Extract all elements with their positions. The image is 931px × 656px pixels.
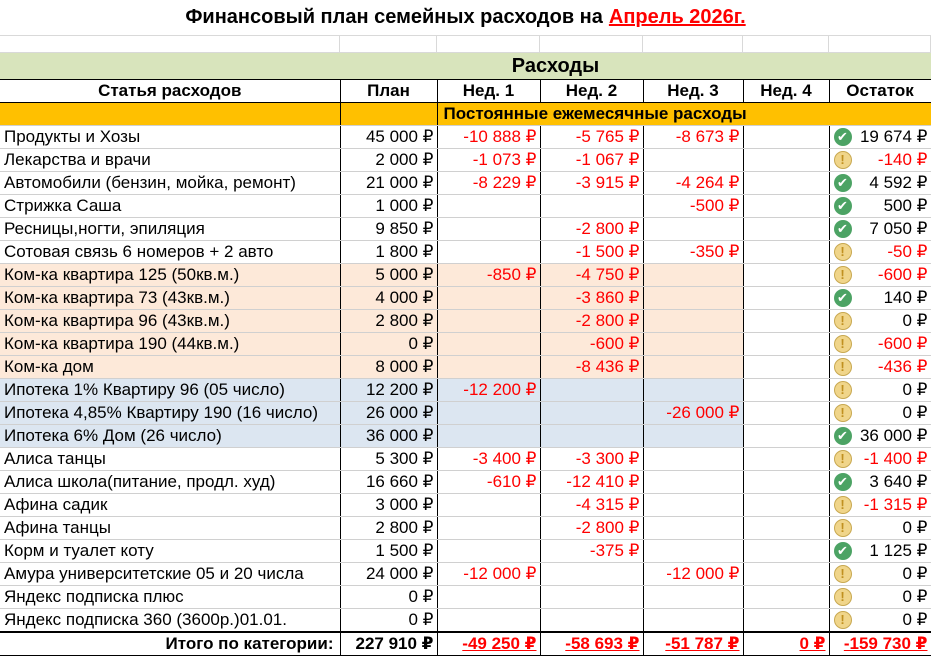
table-row (0, 425, 931, 448)
remainder-value: 0 ₽ (902, 380, 928, 399)
week-3-cell[interactable] (643, 448, 743, 471)
total-week-2[interactable]: -58 693 ₽ (540, 632, 643, 656)
item-name-cell[interactable]: Ресницы,ногти, эпиляция (0, 218, 340, 241)
header-plan[interactable]: План (340, 80, 437, 103)
warning-icon: ! (834, 611, 852, 629)
check-icon: ✔ (834, 128, 852, 146)
week-2-cell[interactable]: -3 860 ₽ (540, 287, 643, 310)
week-3-cell[interactable] (643, 149, 743, 172)
week-4-cell[interactable] (743, 172, 829, 195)
remainder-value: -436 ₽ (877, 357, 928, 376)
plan-cell[interactable]: 2 800 ₽ (340, 310, 437, 333)
blank-row (0, 36, 931, 53)
remainder-cell[interactable] (829, 264, 931, 287)
check-icon: ✔ (834, 473, 852, 491)
remainder-value: 1 125 ₽ (869, 541, 928, 560)
table-row (0, 333, 931, 356)
empty-cell[interactable] (340, 36, 437, 53)
item-name-cell[interactable]: Яндекс подписка плюс (0, 586, 340, 609)
plan-cell[interactable]: 0 ₽ (340, 333, 437, 356)
item-name-cell[interactable]: Корм и туалет коту (0, 540, 340, 563)
week-2-cell[interactable] (540, 402, 643, 425)
total-remainder[interactable]: -159 730 ₽ (829, 632, 931, 656)
header-week-3[interactable]: Нед. 3 (643, 80, 743, 103)
remainder-cell[interactable] (829, 448, 931, 471)
week-4-cell[interactable] (743, 448, 829, 471)
remainder-value: -50 ₽ (887, 242, 928, 261)
week-4-cell[interactable] (743, 310, 829, 333)
week-3-cell[interactable]: -26 000 ₽ (643, 402, 743, 425)
remainder-cell[interactable] (829, 172, 931, 195)
subheader-row (0, 103, 931, 126)
table-row (0, 356, 931, 379)
item-name-cell[interactable]: Ком-ка дом (0, 356, 340, 379)
week-3-cell[interactable]: -350 ₽ (643, 241, 743, 264)
week-4-cell[interactable] (743, 494, 829, 517)
week-2-cell[interactable] (540, 425, 643, 448)
table-row (0, 126, 931, 149)
plan-cell[interactable]: 5 300 ₽ (340, 448, 437, 471)
plan-cell[interactable]: 0 ₽ (340, 586, 437, 609)
week-1-cell[interactable] (437, 494, 540, 517)
remainder-value: 0 ₽ (902, 311, 928, 330)
week-3-cell[interactable] (643, 517, 743, 540)
item-name-cell[interactable]: Сотовая связь 6 номеров + 2 авто (0, 241, 340, 264)
empty-cell[interactable] (643, 36, 743, 53)
week-3-cell[interactable] (643, 379, 743, 402)
week-3-cell[interactable] (643, 494, 743, 517)
week-2-cell[interactable]: -3 915 ₽ (540, 172, 643, 195)
item-name-cell[interactable]: Алиса школа(питание, продл. худ) (0, 471, 340, 494)
week-2-cell[interactable] (540, 195, 643, 218)
week-2-cell[interactable]: -4 315 ₽ (540, 494, 643, 517)
title-prefix: Финансовый план семейных расходов на (185, 6, 603, 28)
warning-icon: ! (834, 565, 852, 583)
week-3-cell[interactable]: -4 264 ₽ (643, 172, 743, 195)
week-3-cell[interactable] (643, 609, 743, 633)
expense-table (0, 80, 931, 656)
week-2-cell[interactable]: -375 ₽ (540, 540, 643, 563)
remainder-value: -1 400 ₽ (863, 449, 928, 468)
check-icon: ✔ (834, 174, 852, 192)
subheader-empty[interactable] (340, 103, 437, 126)
week-3-cell[interactable] (643, 586, 743, 609)
week-1-cell[interactable] (437, 218, 540, 241)
plan-cell[interactable]: 45 000 ₽ (340, 126, 437, 149)
remainder-value: 140 ₽ (883, 288, 928, 307)
check-icon: ✔ (834, 220, 852, 238)
check-icon: ✔ (834, 197, 852, 215)
table-row (0, 241, 931, 264)
week-1-cell[interactable]: -610 ₽ (437, 471, 540, 494)
plan-cell[interactable]: 9 850 ₽ (340, 218, 437, 241)
week-1-cell[interactable] (437, 241, 540, 264)
remainder-cell[interactable] (829, 586, 931, 609)
remainder-cell[interactable] (829, 149, 931, 172)
week-3-cell[interactable]: -500 ₽ (643, 195, 743, 218)
remainder-value: 19 674 ₽ (859, 127, 928, 146)
empty-cell[interactable] (743, 36, 829, 53)
week-1-cell[interactable] (437, 356, 540, 379)
warning-icon: ! (834, 450, 852, 468)
week-1-cell[interactable]: -3 400 ₽ (437, 448, 540, 471)
remainder-cell[interactable] (829, 379, 931, 402)
week-4-cell[interactable] (743, 540, 829, 563)
table-row (0, 586, 931, 609)
week-1-cell[interactable] (437, 586, 540, 609)
total-plan[interactable]: 227 910 ₽ (340, 632, 437, 656)
week-3-cell[interactable] (643, 356, 743, 379)
week-2-cell[interactable]: -2 800 ₽ (540, 310, 643, 333)
table-row (0, 172, 931, 195)
week-1-cell[interactable] (437, 402, 540, 425)
remainder-value: 36 000 ₽ (859, 426, 928, 445)
item-name-cell[interactable]: Алиса танцы (0, 448, 340, 471)
remainder-value: 0 ₽ (902, 587, 928, 606)
item-name-cell[interactable]: Афина танцы (0, 517, 340, 540)
subheader-label[interactable]: Постоянные ежемесячные расходы (437, 103, 931, 126)
table-row (0, 517, 931, 540)
week-3-cell[interactable] (643, 425, 743, 448)
warning-icon: ! (834, 588, 852, 606)
week-3-cell[interactable]: -8 673 ₽ (643, 126, 743, 149)
remainder-cell[interactable] (829, 494, 931, 517)
week-4-cell[interactable] (743, 517, 829, 540)
week-1-cell[interactable] (437, 517, 540, 540)
total-week-1[interactable]: -49 250 ₽ (437, 632, 540, 656)
remainder-value: 0 ₽ (902, 610, 928, 629)
table-row (0, 310, 931, 333)
week-2-cell[interactable]: -5 765 ₽ (540, 126, 643, 149)
remainder-cell[interactable] (829, 471, 931, 494)
item-name-cell[interactable]: Стрижка Саша (0, 195, 340, 218)
week-1-cell[interactable]: -1 073 ₽ (437, 149, 540, 172)
week-4-cell[interactable] (743, 356, 829, 379)
title-month[interactable]: Апрель 2026г. (608, 6, 746, 28)
week-4-cell[interactable] (743, 609, 829, 633)
week-2-cell[interactable]: -1 500 ₽ (540, 241, 643, 264)
week-1-cell[interactable]: -12 000 ₽ (437, 563, 540, 586)
warning-icon: ! (834, 266, 852, 284)
remainder-value: -600 ₽ (877, 265, 928, 284)
table-row (0, 448, 931, 471)
plan-cell[interactable]: 2 800 ₽ (340, 517, 437, 540)
plan-cell[interactable]: 3 000 ₽ (340, 494, 437, 517)
week-1-cell[interactable] (437, 287, 540, 310)
table-row (0, 149, 931, 172)
remainder-cell[interactable] (829, 540, 931, 563)
remainder-cell[interactable] (829, 241, 931, 264)
remainder-value: 3 640 ₽ (869, 472, 928, 491)
week-2-cell[interactable]: -12 410 ₽ (540, 471, 643, 494)
week-2-cell[interactable]: -600 ₽ (540, 333, 643, 356)
plan-cell[interactable]: 36 000 ₽ (340, 425, 437, 448)
check-icon: ✔ (834, 289, 852, 307)
table-row (0, 540, 931, 563)
total-week-4[interactable]: 0 ₽ (743, 632, 829, 656)
week-1-cell[interactable]: -8 229 ₽ (437, 172, 540, 195)
item-name-cell[interactable]: Лекарства и врачи (0, 149, 340, 172)
week-4-cell[interactable] (743, 218, 829, 241)
week-3-cell[interactable] (643, 540, 743, 563)
warning-icon: ! (834, 312, 852, 330)
week-2-cell[interactable] (540, 586, 643, 609)
empty-cell[interactable] (437, 36, 540, 53)
plan-cell[interactable]: 12 200 ₽ (340, 379, 437, 402)
header-row (0, 80, 931, 103)
header-week-4[interactable]: Нед. 4 (743, 80, 829, 103)
week-3-cell[interactable] (643, 310, 743, 333)
week-4-cell[interactable] (743, 471, 829, 494)
week-1-cell[interactable] (437, 609, 540, 633)
remainder-cell[interactable] (829, 425, 931, 448)
warning-icon: ! (834, 404, 852, 422)
table-row (0, 609, 931, 633)
item-name-cell[interactable]: Ком-ка квартира 190 (44кв.м.) (0, 333, 340, 356)
table-row (0, 218, 931, 241)
table-row (0, 379, 931, 402)
sheet-title (0, 0, 931, 36)
week-4-cell[interactable] (743, 149, 829, 172)
plan-cell[interactable]: 8 000 ₽ (340, 356, 437, 379)
header-item[interactable]: Статья расходов (0, 80, 340, 103)
plan-cell[interactable]: 1 500 ₽ (340, 540, 437, 563)
remainder-value: 500 ₽ (883, 196, 928, 215)
week-3-cell[interactable] (643, 471, 743, 494)
item-name-cell[interactable]: Яндекс подписка 360 (3600р.)01.01. (0, 609, 340, 633)
item-name-cell[interactable]: Автомобили (бензин, мойка, ремонт) (0, 172, 340, 195)
empty-cell[interactable] (540, 36, 643, 53)
total-label[interactable]: Итого по категории: (0, 632, 340, 656)
check-icon: ✔ (834, 542, 852, 560)
remainder-value: -1 315 ₽ (863, 495, 928, 514)
week-2-cell[interactable]: -2 800 ₽ (540, 517, 643, 540)
remainder-cell[interactable] (829, 126, 931, 149)
remainder-value: -600 ₽ (877, 334, 928, 353)
week-4-cell[interactable] (743, 195, 829, 218)
plan-cell[interactable]: 4 000 ₽ (340, 287, 437, 310)
week-1-cell[interactable] (437, 195, 540, 218)
plan-cell[interactable]: 0 ₽ (340, 609, 437, 633)
plan-cell[interactable]: 1 000 ₽ (340, 195, 437, 218)
week-4-cell[interactable] (743, 333, 829, 356)
table-row (0, 402, 931, 425)
week-4-cell[interactable] (743, 379, 829, 402)
item-name-cell[interactable]: Ком-ка квартира 96 (43кв.м.) (0, 310, 340, 333)
week-3-cell[interactable] (643, 333, 743, 356)
remainder-cell[interactable] (829, 310, 931, 333)
item-name-cell[interactable]: Ипотека 1% Квартиру 96 (05 число) (0, 379, 340, 402)
warning-icon: ! (834, 519, 852, 537)
week-1-cell[interactable]: -850 ₽ (437, 264, 540, 287)
table-row (0, 471, 931, 494)
header-week-2[interactable]: Нед. 2 (540, 80, 643, 103)
week-1-cell[interactable] (437, 310, 540, 333)
week-4-cell[interactable] (743, 241, 829, 264)
week-4-cell[interactable] (743, 402, 829, 425)
week-3-cell[interactable]: -12 000 ₽ (643, 563, 743, 586)
week-2-cell[interactable]: -1 067 ₽ (540, 149, 643, 172)
remainder-cell[interactable] (829, 609, 931, 633)
week-2-cell[interactable]: -3 300 ₽ (540, 448, 643, 471)
week-1-cell[interactable] (437, 425, 540, 448)
table-row (0, 563, 931, 586)
week-1-cell[interactable] (437, 540, 540, 563)
week-4-cell[interactable] (743, 563, 829, 586)
plan-cell[interactable]: 21 000 ₽ (340, 172, 437, 195)
item-name-cell[interactable]: Ипотека 6% Дом (26 число) (0, 425, 340, 448)
week-2-cell[interactable] (540, 609, 643, 633)
item-name-cell[interactable]: Ком-ка квартира 125 (50кв.м.) (0, 264, 340, 287)
remainder-value: 0 ₽ (902, 403, 928, 422)
week-2-cell[interactable]: -2 800 ₽ (540, 218, 643, 241)
week-3-cell[interactable] (643, 287, 743, 310)
empty-cell[interactable] (829, 36, 931, 53)
check-icon: ✔ (834, 427, 852, 445)
plan-cell[interactable]: 2 000 ₽ (340, 149, 437, 172)
warning-icon: ! (834, 151, 852, 169)
remainder-value: 0 ₽ (902, 518, 928, 537)
week-2-cell[interactable] (540, 563, 643, 586)
item-name-cell[interactable]: Ком-ка квартира 73 (43кв.м.) (0, 287, 340, 310)
empty-cell[interactable] (0, 36, 340, 53)
plan-cell[interactable]: 24 000 ₽ (340, 563, 437, 586)
remainder-cell[interactable] (829, 218, 931, 241)
plan-cell[interactable]: 26 000 ₽ (340, 402, 437, 425)
table-row (0, 264, 931, 287)
week-3-cell[interactable] (643, 264, 743, 287)
expense-rows (0, 126, 931, 633)
total-row (0, 632, 931, 656)
week-4-cell[interactable] (743, 287, 829, 310)
item-name-cell[interactable]: Афина садик (0, 494, 340, 517)
week-1-cell[interactable] (437, 333, 540, 356)
warning-icon: ! (834, 358, 852, 376)
remainder-value: 7 050 ₽ (869, 219, 928, 238)
item-name-cell[interactable]: Ипотека 4,85% Квартиру 190 (16 число) (0, 402, 340, 425)
warning-icon: ! (834, 496, 852, 514)
remainder-cell[interactable] (829, 333, 931, 356)
week-1-cell[interactable]: -10 888 ₽ (437, 126, 540, 149)
remainder-cell[interactable] (829, 517, 931, 540)
table-row (0, 195, 931, 218)
week-4-cell[interactable] (743, 425, 829, 448)
header-week-1[interactable]: Нед. 1 (437, 80, 540, 103)
warning-icon: ! (834, 381, 852, 399)
week-2-cell[interactable]: -4 750 ₽ (540, 264, 643, 287)
remainder-value: 0 ₽ (902, 564, 928, 583)
week-2-cell[interactable]: -8 436 ₽ (540, 356, 643, 379)
item-name-cell[interactable]: Продукты и Хозы (0, 126, 340, 149)
week-2-cell[interactable] (540, 379, 643, 402)
remainder-cell[interactable] (829, 563, 931, 586)
remainder-cell[interactable] (829, 195, 931, 218)
warning-icon: ! (834, 335, 852, 353)
table-row (0, 287, 931, 310)
week-4-cell[interactable] (743, 586, 829, 609)
remainder-cell[interactable] (829, 356, 931, 379)
remainder-value: -140 ₽ (877, 150, 928, 169)
header-remainder[interactable]: Остаток (829, 80, 931, 103)
week-1-cell[interactable]: -12 200 ₽ (437, 379, 540, 402)
table-row (0, 494, 931, 517)
plan-cell[interactable]: 16 660 ₽ (340, 471, 437, 494)
remainder-cell[interactable] (829, 287, 931, 310)
item-name-cell[interactable]: Амура университетские 05 и 20 числа (0, 563, 340, 586)
remainder-value: 4 592 ₽ (869, 173, 928, 192)
plan-cell[interactable]: 1 800 ₽ (340, 241, 437, 264)
expenses-band: Расходы (0, 53, 931, 80)
week-4-cell[interactable] (743, 264, 829, 287)
remainder-cell[interactable] (829, 402, 931, 425)
week-4-cell[interactable] (743, 126, 829, 149)
warning-icon: ! (834, 243, 852, 261)
plan-cell[interactable]: 5 000 ₽ (340, 264, 437, 287)
subheader-empty[interactable] (0, 103, 340, 126)
week-3-cell[interactable] (643, 218, 743, 241)
total-week-3[interactable]: -51 787 ₽ (643, 632, 743, 656)
